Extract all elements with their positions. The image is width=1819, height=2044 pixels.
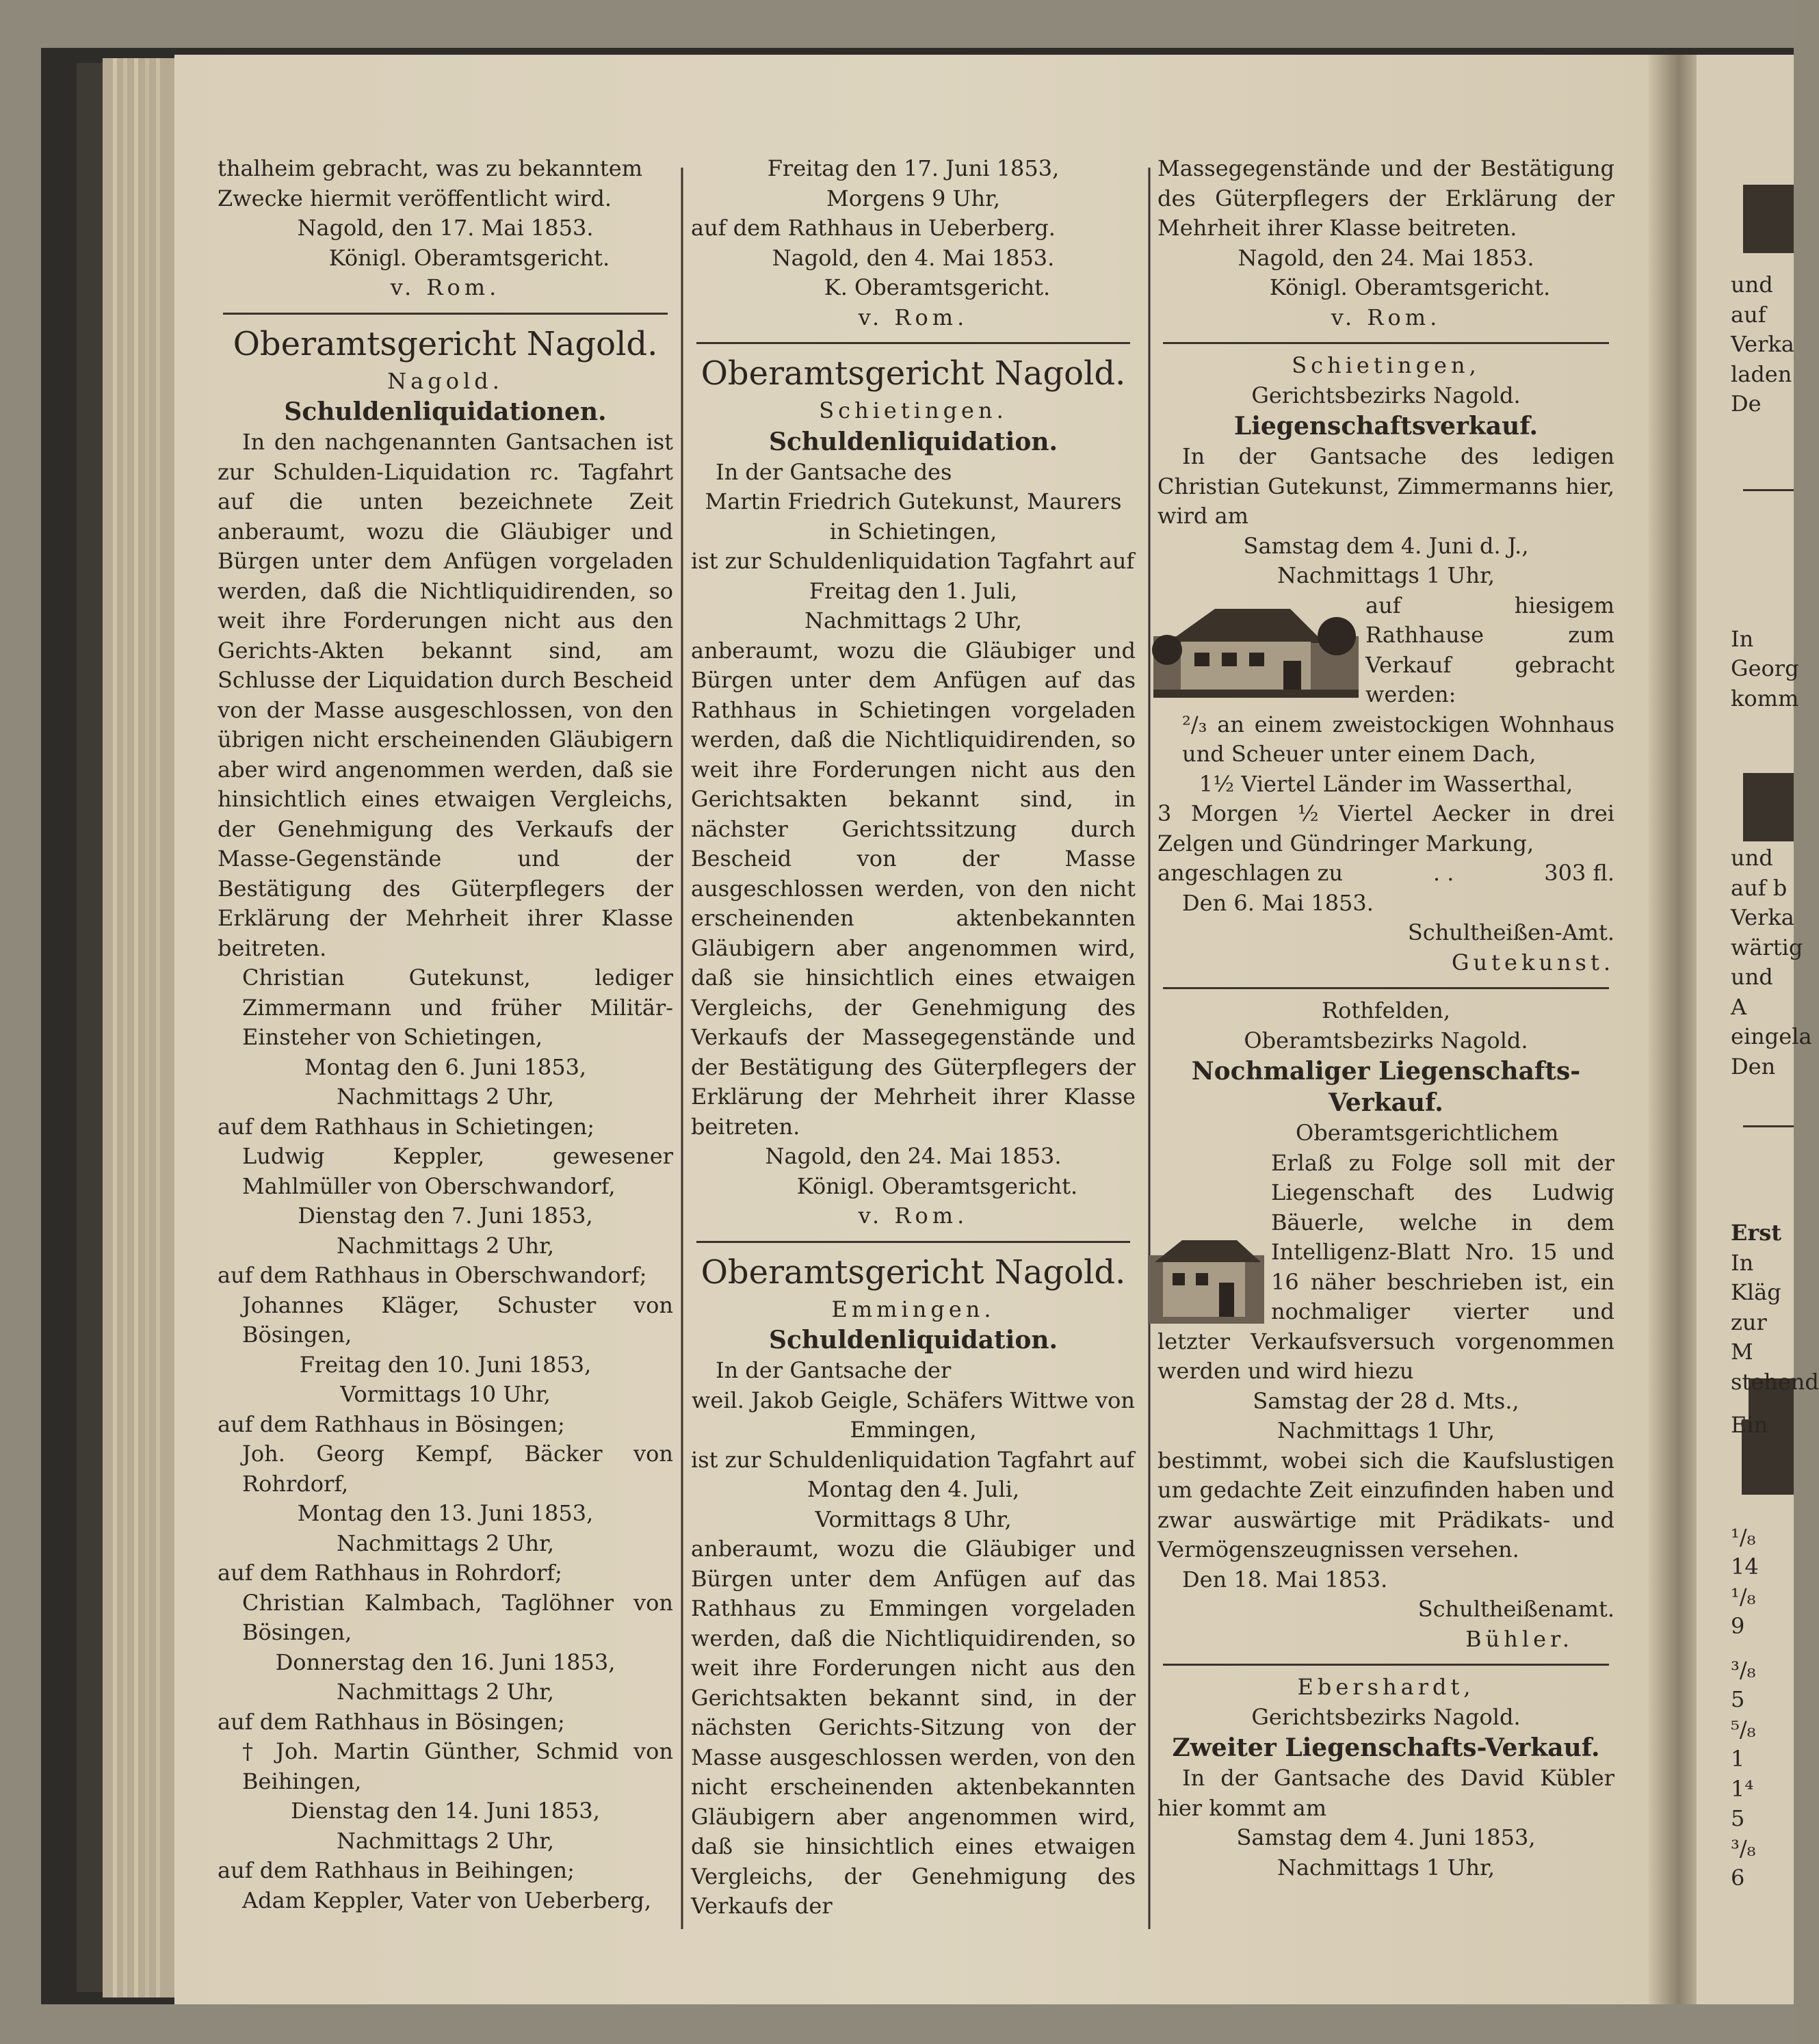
fragment: Verka	[1731, 331, 1794, 357]
property-item: 1½ Viertel Länder im Wasserthal,	[1199, 770, 1573, 797]
debtor-entry: Adam Keppler, Vater von Ueberberg,	[242, 1887, 652, 1913]
fragment: Den	[1731, 1053, 1776, 1079]
fragment: komm	[1731, 685, 1799, 711]
text-line: ist zur Schuldenliquidation Tagfahrt auf	[691, 548, 1135, 574]
section-divider	[223, 313, 668, 315]
time-line: Nachmittags 2 Uhr,	[336, 1827, 555, 1854]
date-line: Donnerstag den 16. Juni 1853,	[275, 1649, 616, 1675]
date-line: Montag den 13. Juni 1853,	[297, 1500, 594, 1526]
date-line: Nagold, den 24. Mai 1853.	[1238, 244, 1534, 271]
notice-heading: Liegenschaftsverkauf.	[1233, 412, 1539, 441]
notice-heading: Zweiter Liegenschafts-Verkauf.	[1172, 1733, 1600, 1762]
date-line: Nagold, den 24. Mai 1853.	[765, 1143, 1062, 1169]
time-line: Nachmittags 2 Uhr,	[336, 1679, 555, 1705]
court-signature: Königl. Oberamtsgericht.	[1269, 274, 1551, 300]
time-line: Nachmittags 2 Uhr,	[336, 1084, 555, 1110]
place-line: auf dem Rathhaus in Rohrdorf;	[218, 1560, 562, 1586]
date-line: Dienstag den 14. Juni 1853,	[291, 1798, 600, 1824]
fragment: Ein	[1731, 1412, 1768, 1438]
fragment: 1	[1731, 1746, 1745, 1772]
place-name: Nagold.	[387, 367, 503, 394]
fragment: ⁵/₈	[1731, 1716, 1756, 1742]
date-line: Nagold, den 4. Mai 1853.	[772, 244, 1055, 271]
fragment: Kläg	[1731, 1279, 1781, 1305]
place-name: Ebershardt,	[1297, 1674, 1475, 1700]
notice-body: bestimmt, wobei sich die Kaufslustigen um gedachte Zeit einzufinden haben und zwar auswärtige mit Prädikats- und Vermögenszeugnissen versehen.	[1157, 1447, 1614, 1562]
debtor-name: weil. Jakob Geigle, Schäfers Wittwe von Emmingen,	[691, 1387, 1136, 1443]
place-name: Schietingen,	[1292, 352, 1480, 378]
place-name: Schietingen.	[819, 397, 1008, 423]
district-line: Gerichtsbezirks Nagold.	[1251, 1703, 1521, 1730]
fragment: stehend	[1731, 1368, 1819, 1395]
district-line: Oberamtsbezirks Nagold.	[1244, 1027, 1528, 1053]
fragment: In	[1731, 1249, 1754, 1276]
fragment: In	[1731, 625, 1754, 652]
debtor-entry: Christian Gutekunst, lediger Zimmermann und früher Militär-Einsteher von Schietingen,	[242, 965, 673, 1050]
text-line: auf hiesigem Rathhause zum Verkauf gebracht werden:	[1365, 592, 1614, 707]
place-line: auf dem Rathhaus in Beihingen;	[218, 1857, 575, 1883]
fragment: 1⁴	[1731, 1775, 1754, 1802]
notice-body: Massegegenstände und der Bestätigung des Güterpflegers der Erklärung der Mehrheit ihrer Klasse beitreten.	[1157, 155, 1614, 241]
appraisal-amount: 303 fl.	[1544, 860, 1614, 886]
section-title: Oberamtsgericht Nagold.	[701, 354, 1126, 393]
fragment: und	[1731, 845, 1773, 871]
notice-heading: Schuldenliquidation.	[768, 1326, 1058, 1354]
court-signature: Königl. Oberamtsgericht.	[328, 244, 610, 271]
section-divider	[1163, 1664, 1609, 1666]
debtor-name: Martin Friedrich Gutekunst, Maurers in Schietingen,	[705, 488, 1122, 545]
section-divider	[1163, 342, 1609, 344]
time-line: Nachmittags 2 Uhr,	[336, 1530, 555, 1556]
right-column	[1157, 154, 1614, 1883]
fragment: Erst	[1731, 1220, 1782, 1246]
court-signature: K. Oberamtsgericht.	[824, 274, 1051, 300]
notice-body: In den nachgenannten Gantsachen ist zur Schulden-Liquidation rc. Tagfahrt auf die unten bezeichnete Zeit anberaumt, wozu die Gläubiger und Bürgen unter dem Anfügen vorgeladen werden, daß die Nichtliquidirenden, so weit ihre Forderungen nicht aus den Gerichts-Akten bekannt sind, am Schlusse der Liquidation durch Bescheid von der Masse ausgeschlossen, von den übrigen nicht erscheinenden Gläubigern aber wird angenommen werden, daß sie hinsichtlich eines etwaigen Vergleichs, der Genehmigung des Verkaufs der Masse-Gegenstände und der Bestätigung des Güterpflegers der Erklärung der Mehrheit ihrer Klasse beitreten.	[218, 429, 673, 961]
fragment: Georg	[1731, 655, 1799, 681]
date-line: Freitag den 17. Juni 1853,	[767, 155, 1060, 181]
date-line: Samstag der 28 d. Mts.,	[1253, 1387, 1519, 1414]
place-name: Rothfelden,	[1321, 997, 1451, 1023]
date-line: Den 6. Mai 1853.	[1182, 889, 1374, 916]
place-line: auf dem Rathhaus in Schietingen;	[218, 1113, 595, 1140]
notice-body: anberaumt, wozu die Gläubiger und Bürgen unter dem Anfügen auf das Rathhaus zu Emmingen vorgeladen werden, daß die Nichtliquidirenden, so weit ihre Forderungen nicht aus den Gerichtsakten bekannt sind, in der nächsten Gerichts-Sitzung von der Masse ausgeschlossen werden, von den nicht erscheinenden aktenbekannten Gläubigern aber angenommen wird, daß sie hinsichtlich eines etwaigen Vergleichs, der Genehmigung des Verkaufs der	[691, 1536, 1136, 1919]
fragment: auf b	[1731, 874, 1788, 901]
date-line: Freitag den 10. Juni 1853,	[299, 1351, 592, 1378]
fragment: De	[1731, 391, 1762, 417]
date-line: Samstag dem 4. Juni 1853,	[1236, 1824, 1536, 1850]
notice-body: In der Gantsache des David Kübler hier kommt am	[1157, 1765, 1614, 1821]
place-name: Emmingen.	[831, 1296, 995, 1322]
date-line: Freitag den 1. Juli,	[809, 577, 1018, 604]
signature-name: v. Rom.	[858, 1203, 969, 1229]
text-line: In der Gantsache der	[716, 1357, 952, 1383]
section-divider	[696, 342, 1130, 344]
fragment: zur M	[1731, 1309, 1767, 1365]
fragment: ¹/₈	[1731, 1523, 1756, 1550]
place-line: auf dem Rathhaus in Bösingen;	[218, 1708, 565, 1735]
time-line: Nachmittags 1 Uhr,	[1277, 1417, 1495, 1443]
fragment: und A	[1731, 964, 1773, 1020]
fragment: 6	[1731, 1865, 1745, 1891]
section-title: Oberamtsgericht Nagold.	[701, 1253, 1126, 1292]
fragment: ³/₈	[1731, 1656, 1756, 1683]
office-signature: Schultheißen-Amt.	[1407, 919, 1614, 945]
signature-name: Bühler.	[1465, 1625, 1573, 1652]
date-line: Samstag dem 4. Juni d. J.,	[1243, 532, 1529, 559]
time-line: Nachmittags 2 Uhr,	[336, 1232, 555, 1259]
place-line: auf dem Rathhaus in Ueberberg.	[691, 215, 1056, 241]
notice-heading: Schuldenliquidation.	[768, 427, 1058, 456]
debtor-entry: Christian Kalmbach, Taglöhner von Bösingen,	[242, 1589, 673, 1645]
fragment: ¹/₈	[1731, 1583, 1756, 1610]
notice-body: Oberamtsgerichtlichem Erlaß zu Folge soll mit der Liegenschaft des Ludwig Bäuerle, welche in dem Intelligenz-Blatt Nro. 15 und 16 näher beschrieben ist, ein nochmaliger vierter und letzter Verkaufsversuch vorgenommen werden und wird hiezu	[1157, 1120, 1614, 1384]
place-line: auf dem Rathhaus in Bösingen;	[218, 1411, 565, 1437]
notice-body: anberaumt, wozu die Gläubiger und Bürgen unter dem Anfügen auf das Rathhaus in Schietingen vorgeladen werden, daß die Nichtliquidirenden, so weit ihre Forderungen nicht aus den Gerichtsakten bekannt sind, in nächster Gerichtssitzung durch Bescheid von der Masse ausgeschlossen werden, von den nicht erscheinenden aktenbekannten Gläubigern aber angenommen wird, daß sie hinsichtlich eines etwaigen Vergleichs, der Genehmigung des Verkaufs der Massegegenstände und der Bestätigung des Güterpflegers der Erklärung der Mehrheit ihrer Klasse beitreten.	[691, 637, 1136, 1140]
debtor-entry: Ludwig Keppler, gewesener Mahlmüller von Oberschwandorf,	[242, 1143, 673, 1199]
left-column	[218, 154, 673, 1915]
book-gutter	[1649, 55, 1703, 2004]
fragment: und	[1731, 272, 1773, 298]
time-line: Vormittags 10 Uhr,	[340, 1381, 551, 1407]
appraisal-line	[1157, 859, 1614, 889]
date-line: Den 18. Mai 1853.	[1182, 1566, 1388, 1593]
text-line: Zwecke hiermit veröffentlicht wird.	[218, 185, 612, 211]
place-line: auf dem Rathhaus in Oberschwandorf;	[218, 1262, 647, 1288]
fragment: Verka	[1731, 904, 1794, 930]
property-item: ²/₃ an einem zweistockigen Wohnhaus und Scheuer unter einem Dach,	[1182, 711, 1614, 767]
time-line: Vormittags 8 Uhr,	[815, 1506, 1012, 1532]
notice-body: In der Gantsache des ledigen Christian Gutekunst, Zimmermanns hier, wird am	[1157, 443, 1614, 529]
notice-heading: Nochmaliger Liegenschafts-Verkauf.	[1191, 1057, 1581, 1117]
fragment: eingela	[1731, 1023, 1812, 1049]
debtor-entry: Joh. Georg Kempf, Bäcker von Rohrdorf,	[242, 1441, 673, 1497]
section-divider	[1163, 987, 1609, 989]
date-line: Dienstag den 7. Juni 1853,	[298, 1203, 593, 1229]
section-divider	[696, 1241, 1130, 1243]
text-line: In der Gantsache des	[716, 458, 952, 485]
signature-name: v. Rom.	[390, 274, 501, 300]
facing-page-fragments	[1731, 154, 1819, 1894]
court-signature: Königl. Oberamtsgericht.	[796, 1172, 1078, 1199]
fragment: laden	[1731, 361, 1792, 387]
date-line: Montag den 4. Juli,	[807, 1476, 1020, 1502]
appraisal-label: angeschlagen zu	[1157, 860, 1344, 886]
appraisal-dots: . .	[1432, 860, 1454, 886]
fragment: ³/₈	[1731, 1835, 1756, 1861]
fragment: auf	[1731, 301, 1766, 328]
text-line: thalheim gebracht, was zu bekanntem	[218, 155, 643, 181]
debtor-entry: Johannes Kläger, Schuster von Bösingen,	[242, 1292, 673, 1348]
fragment: 5	[1731, 1805, 1745, 1831]
property-item: 3 Morgen ½ Viertel Aecker in drei Zelgen und Gündringer Markung,	[1157, 800, 1614, 856]
section-title: Oberamtsgericht Nagold.	[233, 324, 658, 363]
time-line: Nachmittags 1 Uhr,	[1277, 562, 1495, 588]
signature-name: v. Rom.	[858, 304, 969, 330]
date-line: Montag den 6. Juni 1853,	[304, 1053, 587, 1080]
fragment: 5	[1731, 1686, 1745, 1712]
fragment: wärtig	[1731, 934, 1803, 960]
time-line: Nachmittags 2 Uhr,	[804, 607, 1023, 633]
district-line: Gerichtsbezirks Nagold.	[1251, 382, 1521, 408]
signature-name: Gutekunst.	[1451, 949, 1614, 975]
debtor-entry: † Joh. Martin Günther, Schmid von Beihingen,	[242, 1738, 673, 1794]
time-line: Morgens 9 Uhr,	[826, 185, 1000, 211]
house-woodcut-icon	[1153, 595, 1359, 698]
fragment: 14	[1731, 1554, 1759, 1580]
notice-heading: Schuldenliquidationen.	[284, 397, 607, 426]
fragment: 9	[1731, 1613, 1745, 1639]
middle-column	[691, 154, 1136, 1922]
office-signature: Schultheißenamt.	[1417, 1596, 1614, 1622]
house-woodcut-icon	[1148, 1235, 1264, 1324]
text-line: ist zur Schuldenliquidation Tagfahrt auf	[691, 1446, 1135, 1473]
time-line: Nachmittags 1 Uhr,	[1277, 1854, 1495, 1881]
date-line: Nagold, den 17. Mai 1853.	[297, 215, 594, 241]
signature-name: v. Rom.	[1331, 304, 1441, 330]
